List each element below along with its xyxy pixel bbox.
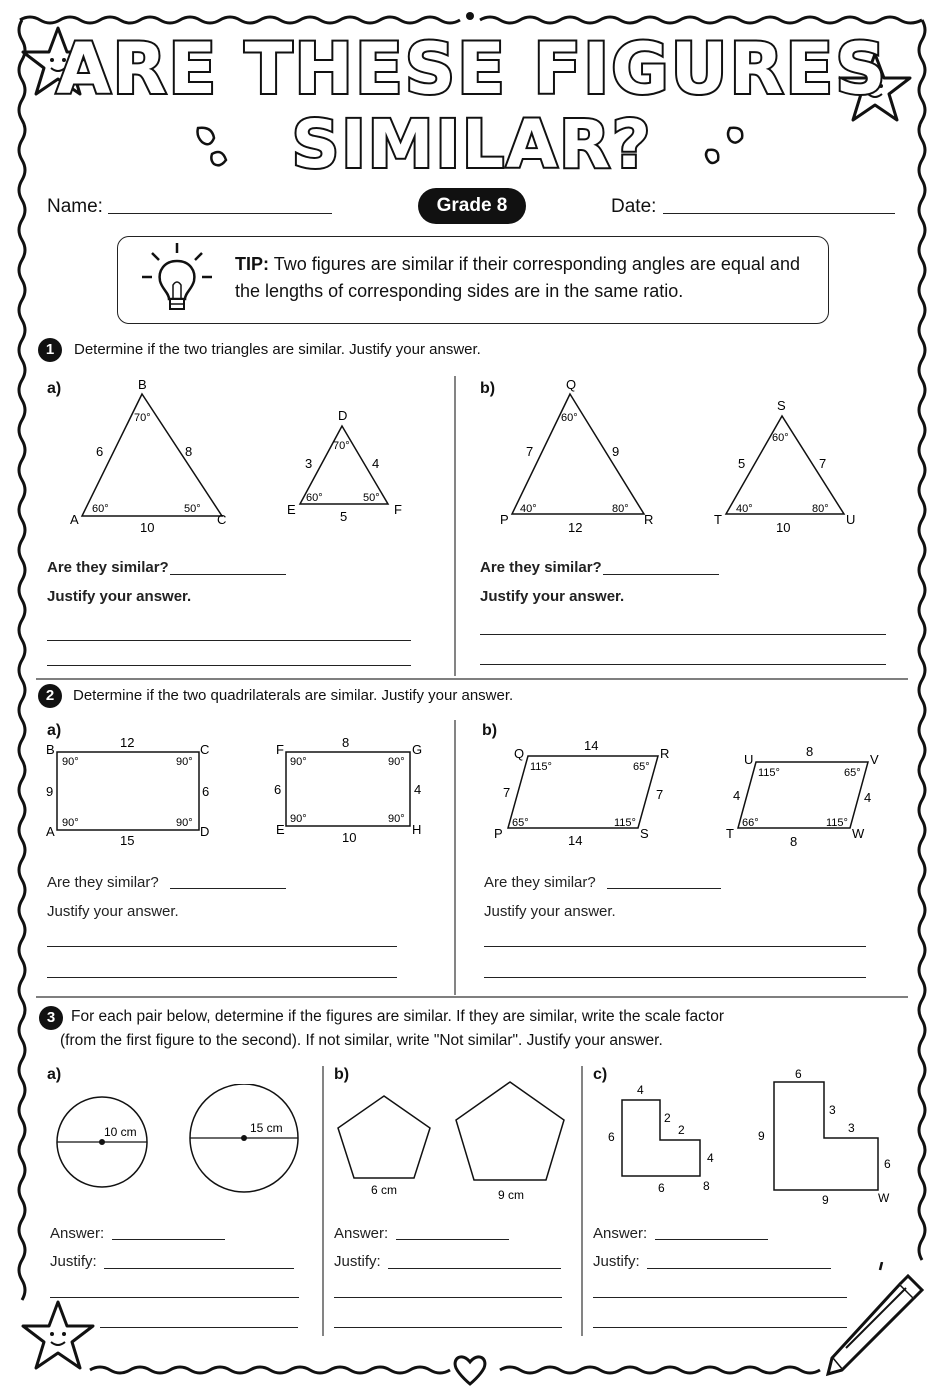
angle-label: 90°	[62, 817, 79, 829]
side-label: 3	[305, 456, 313, 471]
justify-label: Justify your answer.	[47, 588, 192, 605]
angle-label: 70°	[333, 440, 350, 452]
side-label: 5	[738, 456, 746, 471]
side-label: 5	[340, 509, 348, 524]
angle-label: 60°	[561, 412, 578, 424]
vertex-label: F	[276, 742, 284, 757]
side-label: 6	[96, 444, 104, 459]
question-number: 2	[38, 684, 62, 708]
justify-line[interactable]	[334, 1327, 562, 1328]
similar-question: Are they similar?	[484, 874, 596, 891]
side-label: W	[878, 1191, 890, 1205]
side-label: 6	[795, 1067, 802, 1081]
angle-label: 115°	[530, 761, 552, 773]
answer-field[interactable]	[396, 1239, 509, 1240]
side-label: 6	[658, 1181, 665, 1195]
justify-label: Justify:	[50, 1253, 97, 1270]
side-label: 4	[707, 1151, 714, 1165]
angle-label: 40°	[736, 503, 753, 515]
angle-label: 90°	[388, 813, 405, 825]
side-label: 6	[274, 782, 282, 797]
angle-label: 90°	[176, 817, 193, 829]
justify-line[interactable]	[47, 946, 397, 947]
page-title-line2: SIMILAR?	[291, 106, 653, 183]
justify-line[interactable]	[484, 946, 866, 947]
angle-label: 80°	[612, 503, 629, 515]
vertex-label: P	[494, 826, 503, 841]
side-label: 9	[822, 1193, 829, 1207]
side-label: 3	[829, 1103, 836, 1117]
justify-label: Justify your answer.	[484, 903, 616, 920]
side-label: 7	[526, 444, 534, 459]
vertex-label: S	[640, 826, 649, 841]
vertex-label: B	[46, 742, 55, 757]
part-label: b)	[334, 1066, 350, 1083]
question-prompt-line2: (from the first figure to the second). If not similar, write "Not similar". Justify your answer.	[60, 1032, 663, 1049]
justify-label: Justify:	[334, 1253, 381, 1270]
vertex-label: T	[714, 512, 722, 527]
angle-label: 90°	[388, 756, 405, 768]
angle-label: 115°	[614, 817, 636, 829]
similar-answer-field[interactable]	[170, 888, 286, 889]
angle-label: 60°	[772, 432, 789, 444]
angle-label: 90°	[62, 756, 79, 768]
answer-label: Answer:	[50, 1225, 105, 1242]
side-label: 7	[656, 787, 664, 802]
vertex-label: E	[287, 502, 296, 517]
justify-line[interactable]	[647, 1268, 831, 1269]
side-label: 9	[612, 444, 620, 459]
side-label: 8	[806, 744, 814, 759]
side-label: 8	[185, 444, 193, 459]
angle-label: 90°	[176, 756, 193, 768]
side-label: 9	[46, 784, 54, 799]
side-label: 7	[819, 456, 827, 471]
part-label: a)	[47, 1066, 62, 1083]
side-label: 10	[342, 830, 357, 845]
angle-label: 115°	[758, 767, 780, 779]
similar-answer-field[interactable]	[603, 574, 719, 575]
pentagon-pair-3b	[330, 1076, 570, 1206]
radius-label: 10 cm	[104, 1125, 137, 1139]
part-label: c)	[593, 1066, 608, 1083]
vertex-label: U	[744, 752, 754, 767]
side-label: 7	[503, 785, 511, 800]
vertex-label: A	[70, 512, 79, 527]
vertex-label: T	[726, 826, 734, 841]
angle-label: 90°	[290, 756, 307, 768]
question-number: 1	[38, 338, 62, 362]
side-label: 4	[414, 782, 422, 797]
justify-line[interactable]	[50, 1297, 299, 1298]
side-label: 9 cm	[498, 1188, 525, 1202]
answer-label: Answer:	[334, 1225, 389, 1242]
side-label: 6	[884, 1157, 891, 1171]
side-label: 4	[637, 1083, 644, 1097]
vertex-label: C	[200, 742, 210, 757]
justify-line[interactable]	[104, 1268, 294, 1269]
radius-label: 15 cm	[250, 1121, 283, 1135]
vertex-label: C	[217, 512, 227, 527]
justify-line[interactable]	[593, 1327, 847, 1328]
similar-question: Are they similar?	[47, 559, 169, 576]
side-label: 2	[678, 1123, 685, 1137]
side-label: 6	[202, 784, 210, 799]
side-label: 12	[120, 735, 135, 750]
similar-question: Are they similar?	[47, 874, 159, 891]
side-label: 12	[568, 520, 583, 535]
rectangle-pair-2a	[40, 732, 440, 852]
vertex-label: A	[46, 824, 55, 839]
justify-line[interactable]	[47, 640, 411, 641]
justify-line[interactable]	[480, 634, 886, 635]
justify-line[interactable]	[334, 1297, 562, 1298]
side-label: 4	[372, 456, 380, 471]
side-label: 9	[758, 1129, 765, 1143]
similar-answer-field[interactable]	[607, 888, 721, 889]
vertex-label: Q	[514, 746, 525, 761]
angle-label: 115°	[826, 817, 848, 829]
vertex-label: D	[338, 408, 348, 423]
angle-label: 90°	[290, 813, 307, 825]
side-label: 3	[848, 1121, 855, 1135]
triangle-pair-1b	[494, 374, 874, 540]
justify-line[interactable]	[484, 977, 866, 978]
justify-label: Justify your answer.	[480, 588, 625, 605]
side-label: 8	[342, 735, 350, 750]
l-shape-pair-3c	[600, 1066, 900, 1216]
vertex-label: H	[412, 822, 422, 837]
parallelogram-pair-2b	[490, 732, 900, 852]
side-label: 6 cm	[371, 1183, 398, 1197]
angle-label: 50°	[184, 503, 201, 515]
vertex-label: Q	[566, 377, 577, 392]
angle-label: 65°	[844, 767, 861, 779]
side-label: 10	[776, 520, 791, 535]
vertex-label: P	[500, 512, 509, 527]
vertex-label: B	[138, 377, 147, 392]
justify-label: Justify:	[593, 1253, 640, 1270]
vertex-label: E	[276, 822, 285, 837]
justify-line[interactable]	[593, 1297, 847, 1298]
justify-line[interactable]	[388, 1268, 561, 1269]
vertex-label: G	[412, 742, 423, 757]
part-label: b)	[482, 722, 498, 739]
vertex-label: W	[852, 826, 865, 841]
side-label: 10	[140, 520, 155, 535]
side-label: 8	[790, 834, 798, 849]
question-prompt: For each pair below, determine if the figures are similar. If they are similar, write the scale factor	[71, 1008, 724, 1025]
question-number: 3	[39, 1006, 63, 1030]
side-label: 4	[733, 788, 741, 803]
vertex-label: D	[200, 824, 210, 839]
side-label: 2	[664, 1111, 671, 1125]
question-prompt: Determine if the two quadrilaterals are similar. Justify your answer.	[73, 687, 514, 704]
side-label: 15	[120, 833, 135, 848]
part-label: a)	[47, 380, 62, 397]
answer-field[interactable]	[112, 1239, 225, 1240]
angle-label: 80°	[812, 503, 829, 515]
vertex-label: U	[846, 512, 856, 527]
tip-label: TIP:	[235, 254, 269, 274]
angle-label: 66°	[742, 817, 759, 829]
vertex-label: F	[394, 502, 402, 517]
answer-field[interactable]	[655, 1239, 768, 1240]
angle-label: 65°	[633, 761, 650, 773]
justify-line[interactable]	[47, 665, 411, 666]
vertex-label: V	[870, 752, 879, 767]
circle-pair-3a	[50, 1084, 310, 1194]
angle-label: 70°	[134, 412, 151, 424]
part-label: a)	[47, 722, 62, 739]
side-label: 8	[703, 1179, 710, 1193]
justify-label: Justify your answer.	[47, 903, 179, 920]
grade-badge: Grade 8	[418, 188, 526, 224]
angle-label: 60°	[92, 503, 109, 515]
similar-question: Are they similar?	[480, 559, 602, 576]
answer-label: Answer:	[593, 1225, 648, 1242]
triangle-pair-1a	[60, 374, 440, 540]
question-prompt: Determine if the two triangles are similar. Justify your answer.	[74, 341, 481, 358]
part-label: b)	[480, 380, 496, 397]
justify-line[interactable]	[47, 977, 397, 978]
angle-label: 60°	[306, 492, 323, 504]
name-label: Name:	[47, 196, 103, 217]
side-label: 14	[584, 738, 599, 753]
vertex-label: R	[660, 746, 670, 761]
date-label: Date:	[611, 196, 657, 217]
angle-label: 40°	[520, 503, 537, 515]
vertex-label: S	[777, 398, 786, 413]
side-label: 6	[608, 1130, 615, 1144]
justify-line[interactable]	[100, 1327, 298, 1328]
page-title: ARE THESE FIGURES	[56, 28, 888, 110]
angle-label: 65°	[512, 817, 529, 829]
tip-body: Two figures are similar if their corresponding angles are equal and the lengths of corresponding sides are in the same ratio.	[235, 254, 800, 301]
side-label: 4	[864, 790, 872, 805]
similar-answer-field[interactable]	[170, 574, 286, 575]
side-label: 14	[568, 833, 583, 848]
vertex-label: R	[644, 512, 654, 527]
angle-label: 50°	[363, 492, 380, 504]
justify-line[interactable]	[480, 664, 886, 665]
